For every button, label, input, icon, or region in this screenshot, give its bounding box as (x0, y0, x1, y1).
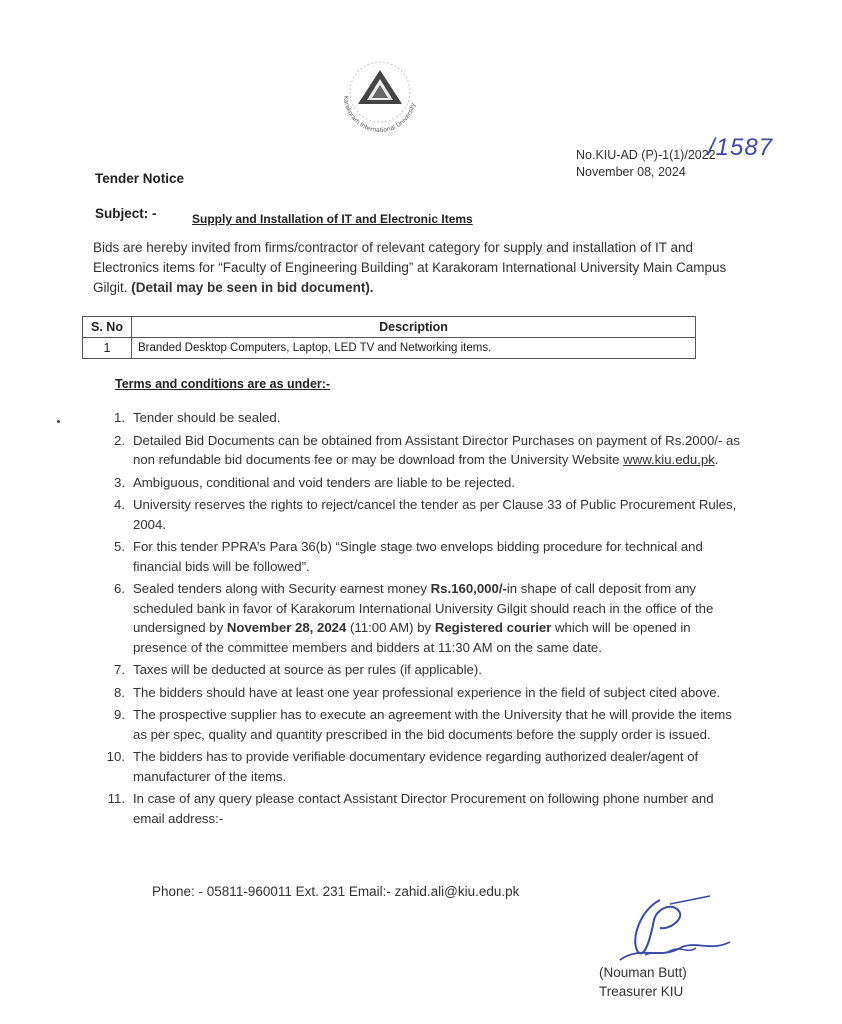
delivery-method: Registered courier (434, 620, 552, 635)
item-text: The bidders should have at least one year professional experience in the field of subject cited above. (133, 684, 721, 700)
notice-date: November 08, 2024 (576, 165, 686, 179)
item-text: Sealed tenders along with Security earnest money (133, 581, 431, 596)
terms-list (103, 408, 743, 831)
signatory-block (599, 963, 687, 1001)
notice-title: Tender Notice (95, 171, 185, 186)
item-text: University reserves the rights to reject/cancel the tender as per Clause 33 of Public Procurement Rules, 2004. (133, 497, 737, 532)
signature-image (600, 890, 740, 970)
item-text: Taxes will be deducted at source as per rules (if applicable). (133, 662, 482, 677)
item-number: 1. (114, 410, 125, 425)
column-header-description: Description (132, 317, 696, 338)
item-text: (11:00 AM) by (346, 620, 435, 635)
item-text: In case of any query please contact Assistant Director Procurement on following phone number and email address:- (133, 791, 714, 826)
signatory-designation: Treasurer KIU (599, 984, 684, 999)
items-table (82, 316, 696, 359)
item-text: The bidders has to provide verifiable documentary evidence regarding authorized dealer/agent of manufacturer of the items. (133, 749, 699, 784)
item-text: Detailed Bid Documents can be obtained from Assistant Director Purchases on payment of Rs.2000/- as non refundable bid documents fee or may be download from the University Website (133, 432, 740, 467)
item-number: 4. (114, 497, 125, 512)
item-text: in shape of call deposit from any scheduled bank in favor of Karakorum International University Gilgit should reach in the office of the undersigned by (133, 581, 714, 635)
security-amount: Rs.160,000/- (430, 581, 507, 596)
item-number: 2. (114, 432, 125, 448)
item-text-end: . (714, 452, 719, 467)
subject-label: Subject: - (95, 206, 157, 221)
reference-number: No.KIU-AD (P)-1(1)/2022 (576, 148, 716, 162)
row-sno: 1 (83, 338, 132, 359)
item-number: 7. (114, 662, 125, 677)
row-description: Branded Desktop Computers, Laptop, LED TV and Networking items. (132, 338, 696, 359)
terms-heading: Terms and conditions are as under:- (115, 377, 331, 391)
intro-text: Bids are hereby invited from firms/contractor of relevant category for supply and installation of IT and Electronics items for “Faculty of Engineering Building” at Karakoram International University Main Campus Gilgit. (93, 240, 727, 295)
intro-paragraph (93, 238, 741, 298)
list-item (103, 683, 743, 703)
table-row (83, 338, 696, 359)
item-text: For this tender PPRA’s Para 36(b) “Single stage two envelops bidding procedure for technical and financial bids will be followed”. (133, 539, 703, 574)
list-item (103, 747, 743, 786)
university-logo (330, 52, 430, 140)
item-number: 11. (107, 791, 125, 806)
signatory-name: (Nouman Butt) (599, 965, 687, 980)
item-text: Ambiguous, conditional and void tenders are liable to be rejected. (133, 474, 515, 490)
column-header-sno: S. No (83, 317, 132, 338)
list-item (103, 660, 743, 680)
intro-bold-note: (Detail may be seen in bid document). (131, 280, 374, 295)
scan-speck (57, 420, 60, 423)
list-item (103, 705, 743, 744)
list-item (103, 495, 743, 534)
contact-line: Phone: - 05811-960011 Ext. 231 Email:- zahid.ali@kiu.edu.pk (152, 884, 520, 899)
reference-block (576, 147, 716, 181)
item-number: 9. (114, 707, 125, 722)
handwritten-reference: /1587 (708, 134, 774, 161)
item-number: 3. (114, 474, 125, 490)
item-text: which will be opened in presence of the committee members and bidders at 11:30 AM on the same date. (133, 620, 691, 655)
list-item (103, 537, 743, 576)
logo-arc-text: Karakoram International University (341, 95, 418, 135)
item-text: The prospective supplier has to execute an agreement with the University that he will provide the items as per spec, quality and quantity prescribed in the bid documents before the supply order is issued. (133, 707, 732, 742)
subject-text: Supply and Installation of IT and Electronic Items (192, 212, 473, 226)
item-number: 10. (106, 749, 125, 764)
item-text: Tender should be sealed. (133, 410, 281, 425)
list-item (103, 473, 743, 493)
item-number: 6. (114, 581, 125, 596)
item-number: 5. (114, 539, 125, 554)
deadline-date: November 28, 2024 (226, 620, 347, 635)
item-number: 8. (114, 684, 125, 700)
list-item (103, 579, 743, 657)
university-website-link[interactable]: www.kiu.edu.pk (623, 452, 715, 467)
table-header-row (83, 317, 696, 338)
list-item (103, 789, 743, 828)
list-item (103, 431, 743, 470)
list-item (103, 408, 743, 428)
